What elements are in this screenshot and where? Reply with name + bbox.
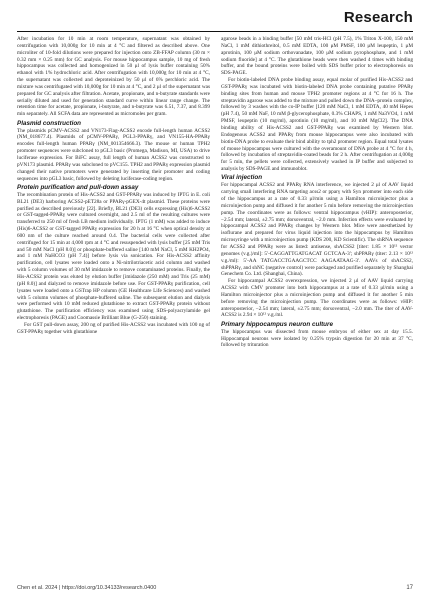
left-paragraph: After incubation for 10 min at room temperature, supernatant was obtained by centrifugation with 10,000g for 10 min at 4 °C and filtered as described above. One microliter of 10-fold dilutions were prepared for injection onto ZB-FFAP column (30 m × 0.32 mm × 0.25 mm) for GC analysis. For mouse hippocampus sample, 10 mg of fresh hippocampus was collected and homogenized in 50 μl of lysis buffer containing 50% ethanol with 1% hydrochloric acid. After centrifugation with 10,000g for 10 min at 4 °C, the supernatant was collected and deproteinized by 50 μl of 6% perchloric acid. The mixture was centrifugated with 10,000g for 10 min at 4 °C, and 2 μl of the supernatant was prepared for GC analysis after filtration. Acetate, propionate, and n-butyrate standards were serially diluted and used for generation standard curve within linear range change. The retention time for acetate, propionate, i-butyrate, and n-butyrate was 6.51, 7.37, and 8.399 min separately. All SCFA data are represented as micromoles per gram. bbox=[17, 36, 210, 118]
right-paragraph: For hippocampal ACSS2 overexpression, we injected 2 μl of AAV liquid carrying ACSS2 with CMV promoter into both hippocampus at a rate of 0.33 μl/min using a Hamilton microinjector plus a microinjection pump and diffused it for another 5 min before removing the microinjection pump. The coordinates were as follows: vHIP: anteroposterior, −2.54 mm; lateral, ±2.75 mm; dorsoventral, −2.0 mm. The titer of AAV-ACSS2 is 2.94 × 10¹² v.g./ml. bbox=[221, 278, 413, 319]
left-section-heading: Protein purification and pull-down assay bbox=[17, 183, 139, 191]
right-column bbox=[221, 36, 413, 349]
doi-link[interactable]: https://doi.org/10.34133/research.0400 bbox=[61, 585, 157, 591]
left-paragraph: The recombination protein of His-ACSS2 and GST-PPARγ was induced by IPTG in E. coli BL21 (DE3) harboring ACSS2-pET28a or PPARγ-pGEX-4t plasmid. These proteins were purified as described previously [22]. Briefly, BL21 (DE3) cells expressing (His)6-ACSS2 or GST-tagged-PPARγ were cultured overnight, and 2.5 ml of the resulting cultures were transferred to 250 ml of fresh LB medium individually. IPTG (1 mM) was added to induce (His)6-ACSS2 or GST-tagged PPARγ expression for 20 h at 16 °C when optical density at 600 nm of the culture reached around 0.4. The bacterial cells were collected after centrifuged for 15 min at 4,000 rpm at 4 °C and resuspended with lysis buffer [25 mM Tris and 50 mM NaCl (pH 8.0)] or phosphate-buffered saline [140 mM NaCl, 5 mM KH2PO4, and 1 mM NaHCO3 (pH 7.4)] before lysis via sonication. For His-ACSS2 affinity purification, cell lysates were loaded onto a Ni-nitrilotriacetic acid column and washed with 5 column volumes of 30 mM imidazole to remove contaminated proteins. Finally, the His-ACSS2 protein was eluted by elution buffer [imidazole (250 mM) and Tris (25 mM) (pH 8.0)] and dialyzed to remove imidazole before use. For GST-PPARγ purification, cell lysates were loaded onto a GSTrap HP column (GE Healthcare Life Sciences) and washed with 5 column volumes of phosphate-buffered saline. The subsequent elution and dialysis were performed with 10 mM reduced glutathione to extract GST-PPARγ protein without glutathione. The purification efficiency was examined using SDS-polyacrylamide gel electrophoresis (PAGE) and Coomassie Brilliant Blue (G-250) staining. bbox=[17, 191, 210, 322]
page-header bbox=[0, 0, 427, 37]
citation bbox=[17, 585, 156, 591]
right-paragraph: agarose beads in a binding buffer [50 mM tris-HCl (pH 7.5), 1% Triton X-100, 150 mM NaCl, 1 mM dithiothreitol, 0.5 mM EDTA, 100 μM PMSF, 100 μM leupeptin, 1 μM aprotinin, 100 μM sodium orthovanadate, 100 μM sodium pyrophosphate, and 1 mM sodium fluoride] at 4 °C. The glutathione beads were then washed 4 times with binding buffer, and the bound proteins were boiled with SDS buffer prior to electrophoresis on SDS-PAGE. bbox=[221, 36, 413, 77]
right-section-heading: Primary hippocampus neuron culture bbox=[221, 320, 333, 328]
header-rule bbox=[17, 31, 413, 32]
left-column bbox=[17, 36, 210, 336]
citation-prefix: Chen et al. 2024 | bbox=[17, 585, 62, 591]
right-section-heading: Viral injection bbox=[221, 174, 263, 182]
left-section-heading: Plasmid construction bbox=[17, 119, 82, 127]
page-footer bbox=[17, 585, 413, 595]
page-number: 17 bbox=[406, 585, 413, 591]
left-paragraph: For GST pull-down assay, 200 ng of purified His-ACSS2 was incubated with 100 ng of GST-PPARγ together with glutathione bbox=[17, 321, 210, 335]
section-label: Research bbox=[343, 9, 413, 26]
right-paragraph: For hippocampal ACSS2 and PPARγ RNA interference, we injected 2 μl of AAV liquid carrying small interfering RNA targeting acss2 or pparγ with Syn promoter into each side of the hippocampus at a rate of 0.33 μl/min using a Hamilton microinjector plus a microinjection pump and diffused it for another 5 min before removing the microinjection pump. The coordinates were as follows: ventral hippocampus (vHIP): anteroposterior, −2.54 mm; lateral, ±2.75 mm; dorsoventral, −2.0 mm. Infection effects were evaluated by hippocampal ACSS2 and PPARγ changes by Western blot. Mice were anesthetized by isoflurane and prepared for virus liquid injection into the hippocampus by Hamilton microsyringe with a microinjection pump (KDS 200, KD Scientific). The shRNA sequence for ACSS2 and PPARγ were as listed: antisense, shACSS2 [titer: 1.85 × 10¹² vector genomes (v.g.)/ml]: 5′-CAGGATTGATGACAT GCTCAA-3′; shPPARγ (titer: 2.13 × 10¹² v.g./ml): 5′-AA TATGACCTGAAGCTCC AAGAATAAG-3′. AAVs of shACSS2, shPPARγ, and shNC (negative control) were packaged and purified separately by Shanghai Genechem Co. Ltd. (Shanghai, China). bbox=[221, 182, 413, 278]
left-paragraph: The plasmids pCMV-ACSS2 and VN173-Flag-ACSS2 encode full-length human ACSS2 (NM_018677.4). Plasmids of pCMV-PPARγ, PGL3-PPARγ, and VN155-HA-PPARγ encodes full-length human PPARγ (NM_001354666.3). The mouse or human TPH2 promoter sequences were subcloned to pGL3 basic (Promega, Madison, MI, USA) to drive luciferase expression. For BiFC assay, full length of human ACSS2 was constructed to pVN173 plasmid. PPARγ was subcloned to pVC155. TPH2 and PPARγ expression plasmid changed their native promoters were generated by inserting their promoter and coding sequences into pGL3 basic, followed by deleting luciferase-coding region. bbox=[17, 127, 210, 182]
right-paragraph: The hippocampus was dissected from mouse embryos of either sex at day 15.5. Hippocampal neurons were isolated by 0.25% trypsin digestion for 20 min at 37 °C, followed by trituration bbox=[221, 328, 413, 349]
right-paragraph: For biotin-labeled DNA probe binding assay, equal molar of purified His-ACSS2 and GST-PPARγ was incubated with biotin-labeled DNA probe containing putative PPARγ binding sites from human and mouse TPH2 promoter regions at 4 °C for 16 h. The streptavidin agarose was added to the mixture and pulled down the DNA–protein complex, followed by 3 washes with the co-IP buffer [120 mM NaCl, 1 mM EDTA, 40 mM Hepes (pH 7.4), 50 mM NaF, 10 mM β-glycerophosphate, 0.3% CHAPS, 1 mM Na3VO4, 1 mM PMSF, leupeptin (10 mg/ml), aprotinin (10 mg/ml), and 10 mM MgCl2]. The DNA binding ability of His-ACSS2 and GST-PPARγ was examined by Western blot. Endogenous ACSS2 and PPARγ from mouse hippocampus were also incubated with biotin-DNA probe to evaluate their bind ability to tph2 promoter region. Equal total lysates of mouse hippocampus were cultured with the overamount of DNA probe at 4 °C for 4 h, followed by incubation of streptavidin-coated beads for 2 h. After centrifugation at 4,000g for 5 min, the pellets were collected, extensively washed in IP buffer and subjected to analysis by SDS-PAGE and immunoblot. bbox=[221, 77, 413, 173]
